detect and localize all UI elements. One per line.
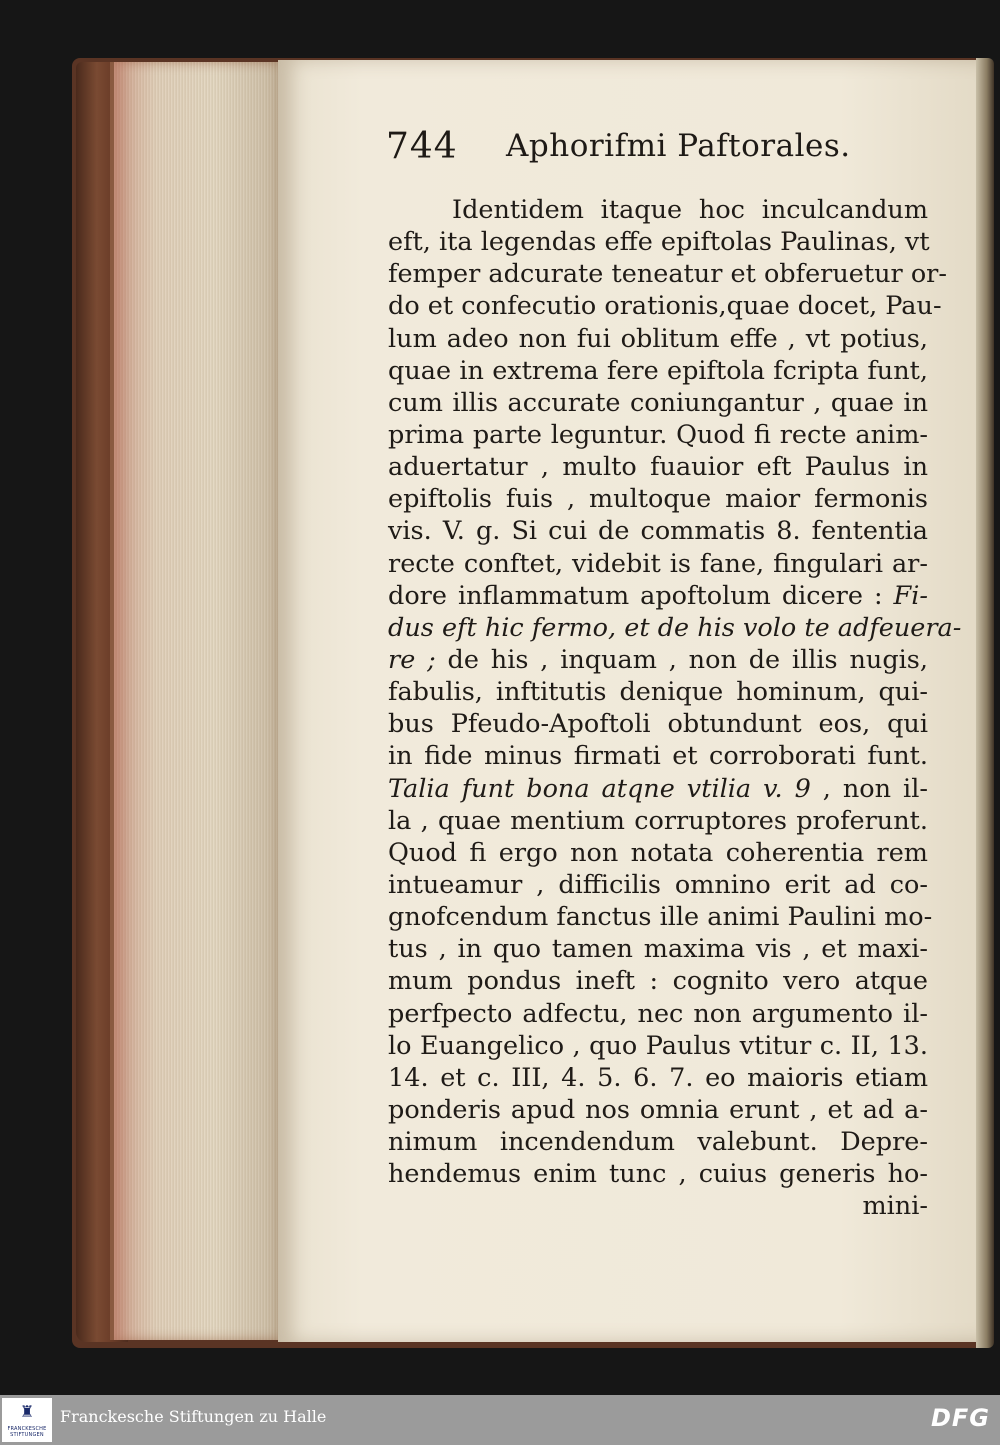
text-line: nimum incendendum valebunt. Depre- <box>388 1127 928 1158</box>
italic-segment: Fi- <box>893 580 928 611</box>
text-line: in fide minus firmati et corroborati funt. <box>388 741 928 772</box>
page-edges <box>110 62 282 1340</box>
text-line: Quod fi ergo non notata coherentia rem <box>388 837 928 868</box>
text-line: gnofcendum fanctus ille animi Paulini mo- <box>388 902 933 933</box>
body-text <box>388 194 962 1223</box>
logo-text: FRANCKESCHE STIFTUNGEN <box>7 1426 47 1438</box>
text-line: bus Pfeudo-Apoftoli obtundunt eos, qui <box>388 709 928 740</box>
text-line: tus , in quo tamen maxima vis , et maxi- <box>388 934 928 965</box>
text-line: cum illis accurate coniungantur , quae in <box>388 387 928 418</box>
text-line-italic: dus eft hic fermo, et de his volo te adfeuera- <box>388 612 962 643</box>
text-segment: de his , inquam , non de illis nugis, <box>447 644 928 675</box>
text-line: lum adeo non fui oblitum effe , vt potius, <box>388 323 928 354</box>
text-line: Identidem itaque hoc inculcandum <box>452 195 928 225</box>
text-line: mum pondus ineft : cognito vero atque <box>388 966 928 997</box>
italic-segment: Talia funt bona atqne vtilia v. 9 <box>388 773 811 804</box>
page-number: 744 <box>386 126 458 167</box>
running-head <box>386 126 946 172</box>
text-line: intueamur , difficilis omnino erit ad co- <box>388 869 928 900</box>
text-line: perfpecto adfectu, nec non argumento il- <box>388 998 928 1029</box>
text-line <box>388 580 928 612</box>
text-line <box>388 644 928 676</box>
text-line: do et confecutio orationis,quae docet, Pau- <box>388 291 942 322</box>
text-line: eft, ita legendas effe epiftolas Paulinas, vt <box>388 227 930 258</box>
text-line: hendemus enim tunc , cuius generis ho- <box>388 1159 928 1190</box>
building-icon: ♜ <box>19 1402 35 1421</box>
text-line: fabulis, inftitutis denique hominum, qui- <box>388 677 928 708</box>
text-line <box>388 773 928 805</box>
text-line: vis. V. g. Si cui de commatis 8. fententia <box>388 516 928 547</box>
text-line: femper adcurate teneatur et obferuetur or- <box>388 259 947 290</box>
text-line: quae in extrema fere epiftola fcripta funt, <box>388 355 928 386</box>
text-line: la , quae mentium corruptores proferunt. <box>388 805 928 836</box>
text-line: prima parte leguntur. Quod fi recte anim- <box>388 419 928 450</box>
page-title: Aphorifmi Paftorales. <box>506 128 851 164</box>
text-line: ponderis apud nos omnia erunt , et ad a- <box>388 1094 928 1125</box>
italic-segment: re ; <box>388 644 436 675</box>
text-line: 14. et c. III, 4. 5. 6. 7. eo maioris etiam <box>388 1062 928 1093</box>
text-line: epiftolis fuis , multoque maior fermonis <box>388 484 928 515</box>
dfg-logo[interactable]: DFG <box>930 1404 990 1432</box>
text-line: lo Euangelico , quo Paulus vtitur c. II, 13. <box>388 1030 928 1061</box>
catchword: mini- <box>862 1191 928 1222</box>
text-line: recte conftet, videbit is fane, fingulari ar- <box>388 548 928 579</box>
institution-name: Franckesche Stiftungen zu Halle <box>60 1407 327 1426</box>
text-segment: dore inflammatum apoftolum dicere : <box>388 580 883 611</box>
text-line: aduertatur , multo fuauior eft Paulus in <box>388 452 928 483</box>
text-segment: , non il- <box>822 773 928 804</box>
institution-logo[interactable] <box>2 1398 52 1442</box>
footer-bar <box>0 1395 1000 1445</box>
page-right-edge <box>976 58 994 1348</box>
